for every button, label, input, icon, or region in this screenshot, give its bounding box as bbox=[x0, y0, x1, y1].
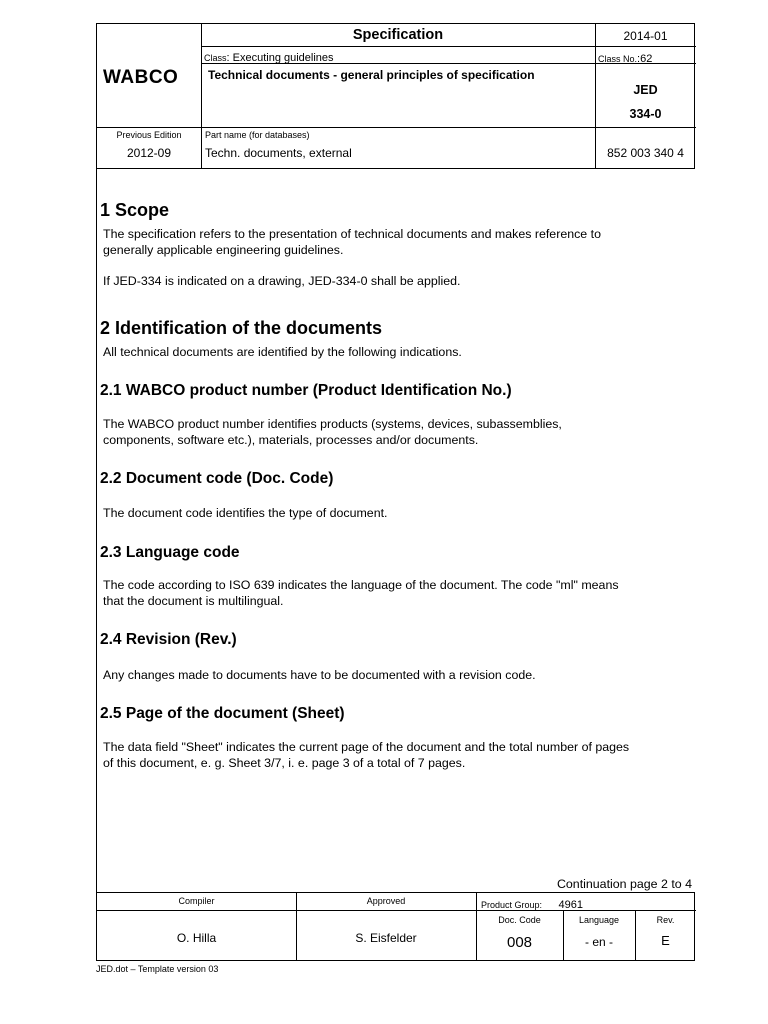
section-2-heading: 2 Identification of the documents bbox=[100, 318, 383, 338]
text-line: The code according to ISO 639 indicates the language of the document. The code "ml" means bbox=[103, 578, 619, 592]
text-line: The specification refers to the presentation of technical documents and makes reference to bbox=[103, 227, 601, 241]
language-label: Language bbox=[578, 915, 620, 925]
part-name-label: Part name (for databases) bbox=[205, 130, 310, 140]
wabco-logo: WABCO bbox=[103, 67, 179, 88]
section-2-2-heading: 2.2 Document code (Doc. Code) bbox=[100, 470, 334, 487]
section-2-5-heading: 2.5 Page of the document (Sheet) bbox=[100, 705, 345, 722]
section-1-paragraph-2: If JED-334 is indicated on a drawing, JED-334-0 shall be applied. bbox=[103, 274, 461, 288]
section-2-4-heading: 2.4 Revision (Rev.) bbox=[100, 631, 237, 648]
class-no-label: Class No. bbox=[598, 54, 638, 64]
section-1-paragraph-1 bbox=[103, 226, 601, 258]
approved-value: S. Eisfelder bbox=[355, 931, 417, 945]
doc-title: Technical documents - general principles of specification bbox=[208, 68, 535, 82]
doc-code-value: 008 bbox=[506, 934, 533, 951]
doc-code-line1: JED bbox=[633, 83, 658, 97]
template-note: JED.dot – Template version 03 bbox=[96, 964, 219, 974]
part-number: 852 003 340 4 bbox=[607, 146, 684, 160]
compiler-label: Compiler bbox=[178, 896, 215, 906]
doc-code-label: Doc. Code bbox=[498, 915, 541, 925]
class-no-value: :62 bbox=[637, 53, 653, 65]
section-2-paragraph: All technical documents are identified by the following indications. bbox=[103, 345, 462, 359]
class-field bbox=[204, 48, 334, 66]
left-margin-rule bbox=[96, 169, 97, 892]
class-value: : Executing guidelines bbox=[226, 52, 334, 64]
divider bbox=[201, 46, 696, 47]
section-2-1-heading: 2.1 WABCO product number (Product Identification No.) bbox=[100, 382, 512, 399]
previous-edition-label: Previous Edition bbox=[116, 130, 182, 140]
section-2-3-heading: 2.3 Language code bbox=[100, 544, 240, 561]
doc-date: 2014-01 bbox=[623, 29, 668, 43]
section-2-3-paragraph bbox=[103, 577, 619, 609]
approved-label: Approved bbox=[366, 896, 406, 906]
text-line: of this document, e. g. Sheet 3/7, i. e. page 3 of a total of 7 pages. bbox=[103, 756, 466, 770]
product-group-label: Product Group: bbox=[481, 900, 543, 910]
product-group-value: 4961 bbox=[558, 899, 583, 911]
section-2-4-paragraph: Any changes made to documents have to be documented with a revision code. bbox=[103, 668, 536, 682]
doc-code-line2: 334-0 bbox=[629, 107, 662, 121]
rev-value: E bbox=[661, 933, 670, 948]
text-line: that the document is multilingual. bbox=[103, 594, 284, 608]
section-2-1-paragraph bbox=[103, 416, 562, 448]
previous-edition-value: 2012-09 bbox=[126, 146, 172, 160]
text-line: components, software etc.), materials, processes and/or documents. bbox=[103, 433, 479, 447]
class-no-field bbox=[598, 49, 652, 67]
compiler-value: O. Hilla bbox=[176, 931, 217, 945]
section-2-5-paragraph bbox=[103, 739, 629, 771]
product-group-field bbox=[481, 895, 583, 913]
text-line: The WABCO product number identifies products (systems, devices, subassemblies, bbox=[103, 417, 562, 431]
text-line: generally applicable engineering guidelines. bbox=[103, 243, 344, 257]
header-table bbox=[96, 23, 695, 169]
section-2-2-paragraph: The document code identifies the type of document. bbox=[103, 506, 388, 520]
doc-type: Specification bbox=[352, 27, 444, 43]
class-label: Class bbox=[204, 53, 227, 63]
divider bbox=[97, 910, 476, 911]
language-value: - en - bbox=[584, 935, 613, 949]
continuation-note: Continuation page 2 to 4 bbox=[556, 877, 692, 891]
divider bbox=[97, 127, 696, 128]
section-1-heading: 1 Scope bbox=[100, 200, 170, 220]
footer-table bbox=[96, 892, 695, 961]
text-line: The data field "Sheet" indicates the current page of the document and the total number of pages bbox=[103, 740, 630, 754]
rev-label: Rev. bbox=[656, 915, 675, 925]
part-name-value: Techn. documents, external bbox=[205, 146, 352, 160]
